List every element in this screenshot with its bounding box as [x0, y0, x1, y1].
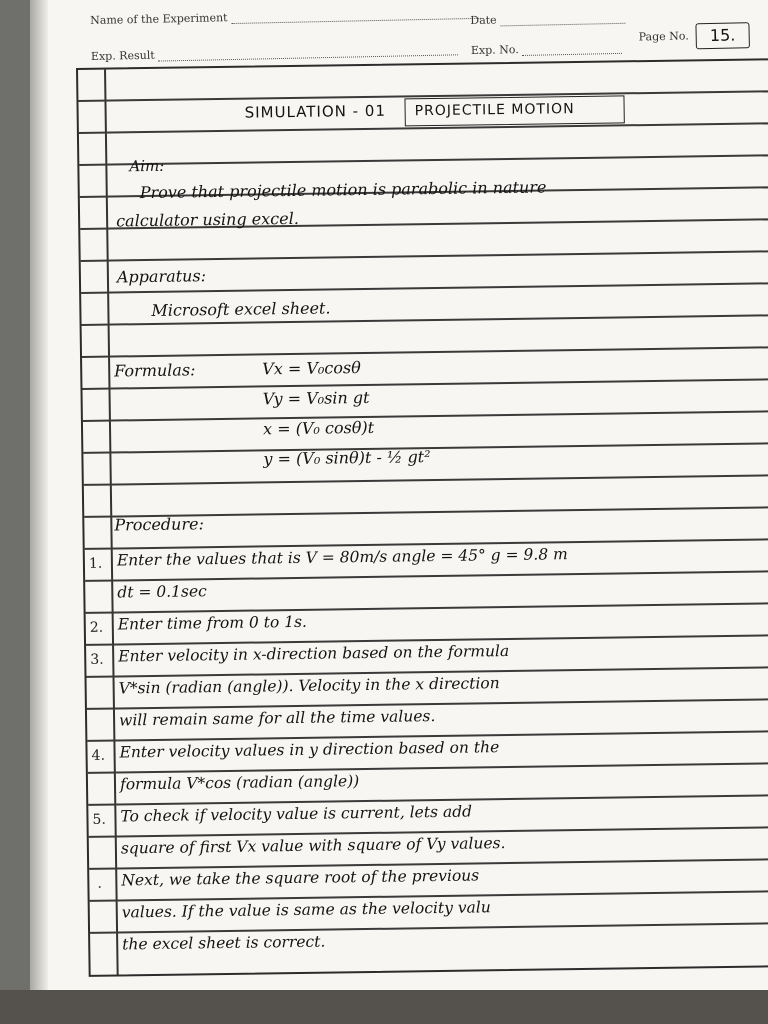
step-2-line-1: Enter time from 0 to 1s.: [117, 612, 308, 634]
step-number: 5.: [92, 811, 106, 828]
step-3-line-3: will remain same for all the time values.: [118, 707, 436, 730]
step-5-line-1: To check if velocity value is current, lets add: [120, 802, 473, 826]
exp-no-label: Exp. No.: [470, 43, 519, 58]
step-3-line-1: Enter velocity in x-direction based on the formula: [118, 642, 510, 666]
notebook-page: [30, 0, 768, 990]
exp-result-field: [91, 42, 458, 63]
step-number: 2.: [89, 619, 104, 636]
step-4-line-1: Enter velocity values in y direction based on the: [119, 738, 500, 762]
exp-result-label: Exp. Result: [90, 48, 155, 63]
step-number: 1.: [88, 555, 103, 572]
ruled-frame: [76, 58, 768, 977]
table-surface: [0, 990, 768, 1024]
step-1-line-2: dt = 0.1sec: [117, 582, 207, 602]
step-5-line-2: square of first Vx value with square of Vy values.: [120, 834, 506, 858]
apparatus-heading: Apparatus:: [116, 266, 207, 287]
formula-x: x = (V₀ cosθ)t: [262, 417, 375, 439]
experiment-name-label: Name of the Experiment: [90, 11, 228, 27]
aim-line-1: Prove that projectile motion is parabolic in nature: [139, 177, 547, 203]
simulation-title: SIMULATION - 01: [244, 101, 387, 122]
aim-line-2: calculator using excel.: [116, 208, 299, 231]
binding-shadow: [30, 0, 48, 990]
step-number: 3.: [90, 651, 104, 668]
date-label: Date: [470, 13, 497, 28]
step-3-line-2: V*sin (radian (angle)). Velocity in the x direction: [118, 674, 500, 698]
formulas-heading: Formulas:: [114, 360, 196, 381]
date-field: [470, 11, 625, 27]
aim-heading: Aim:: [129, 156, 165, 176]
step-6-line-1: Next, we take the square root of the previous: [121, 866, 480, 890]
exp-no-field: [471, 41, 623, 57]
experiment-name-field: [90, 6, 481, 27]
step-4-line-2: formula V*cos (radian (angle)): [119, 772, 360, 794]
step-6-line-3: the excel sheet is correct.: [122, 932, 326, 954]
page-no-label: Page No.: [638, 29, 689, 44]
step-1-line-1: Enter the values that is V = 80m/s angle = 45° g = 9.8 m: [116, 545, 568, 570]
formula-vy: Vy = V₀sin gt: [262, 387, 370, 409]
experiment-title: PROJECTILE MOTION: [414, 101, 575, 120]
step-number: 4.: [91, 747, 106, 764]
formula-vx: Vx = V₀cosθ: [262, 358, 361, 379]
procedure-heading: Procedure:: [114, 514, 205, 535]
page-no-value: 15.: [695, 22, 750, 49]
step-number: .: [97, 875, 102, 892]
step-6-line-2: values. If the value is same as the velocity valu: [121, 898, 491, 922]
formula-y: y = (V₀ sinθ)t - ½ gt²: [263, 447, 431, 469]
apparatus-text: Microsoft excel sheet.: [151, 298, 331, 320]
